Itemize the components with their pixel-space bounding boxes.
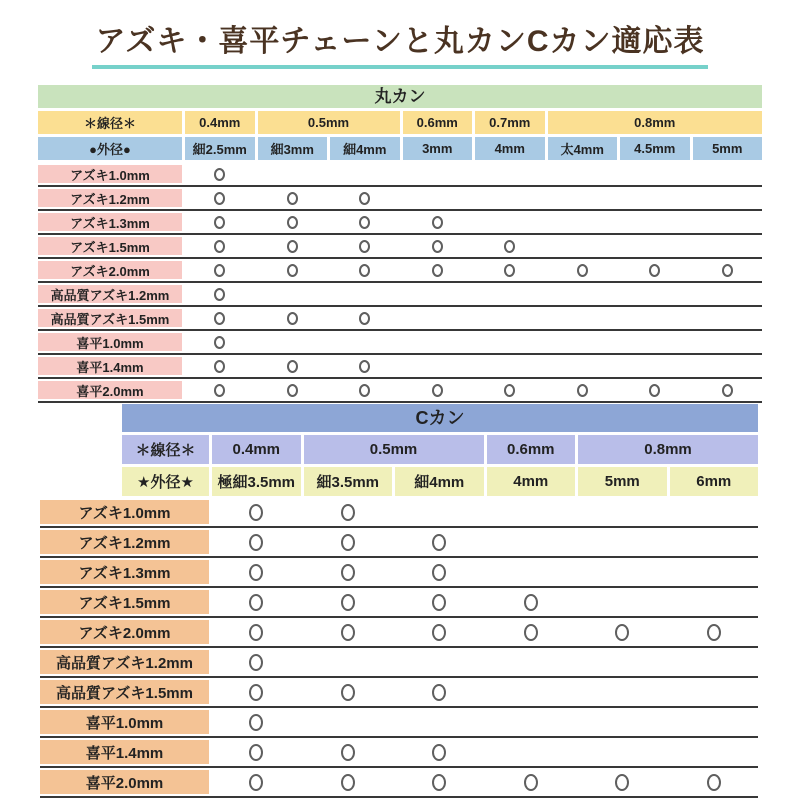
mark-cell xyxy=(620,163,690,185)
mark-cell xyxy=(395,618,484,646)
mark-cell xyxy=(304,768,393,796)
wire-diameter-col-header: 0.6mm xyxy=(403,111,473,134)
row-label: アズキ1.5mm xyxy=(40,588,209,616)
mark-cell xyxy=(620,307,690,329)
outer-diameter-label: ★外径★ xyxy=(122,467,209,496)
mark-cell xyxy=(185,307,255,329)
mark-cell xyxy=(693,283,763,305)
compatible-circle-mark xyxy=(214,312,225,325)
mark-cell xyxy=(395,768,484,796)
mark-cell xyxy=(548,211,618,233)
mark-cell xyxy=(258,379,328,401)
mark-cell xyxy=(212,618,301,646)
wire-diameter-col-header: 0.8mm xyxy=(578,435,758,464)
mark-cell xyxy=(670,678,759,706)
table-row xyxy=(40,498,758,528)
mark-cell xyxy=(475,235,545,257)
table-row xyxy=(40,648,758,678)
outer-diameter-col-header: 細3.5mm xyxy=(304,467,393,496)
mark-cell xyxy=(693,355,763,377)
mark-cell xyxy=(395,558,484,586)
mark-cell xyxy=(304,588,393,616)
mark-cell xyxy=(578,588,667,616)
row-label: 喜平1.4mm xyxy=(38,355,182,377)
compatible-circle-mark xyxy=(359,312,370,325)
page-title: アズキ・喜平チェーンと丸カンCカン適応表 xyxy=(92,16,709,69)
compatible-circle-mark xyxy=(214,288,225,301)
compatible-circle-mark xyxy=(432,594,446,611)
wire-diameter-col-header: 0.7mm xyxy=(475,111,545,134)
row-label: アズキ1.3mm xyxy=(38,211,182,233)
mark-cell xyxy=(578,738,667,766)
outer-diameter-col-header: 5mm xyxy=(693,137,763,160)
compatible-circle-mark xyxy=(249,504,263,521)
mark-cell xyxy=(258,259,328,281)
compatible-circle-mark xyxy=(214,336,225,349)
compatible-circle-mark xyxy=(649,384,660,397)
table-row xyxy=(40,708,758,738)
row-label: アズキ2.0mm xyxy=(40,618,209,646)
outer-diameter-label: ●外径● xyxy=(38,137,182,160)
mark-cell xyxy=(212,768,301,796)
mark-cell xyxy=(475,259,545,281)
outer-diameter-col-header: 4.5mm xyxy=(620,137,690,160)
table-row xyxy=(38,163,762,187)
row-label: 高品質アズキ1.5mm xyxy=(38,307,182,329)
mark-cell xyxy=(475,355,545,377)
table-row xyxy=(38,355,762,379)
mark-cell xyxy=(185,163,255,185)
mark-cell xyxy=(548,259,618,281)
mark-cell xyxy=(185,283,255,305)
mark-cell xyxy=(330,283,400,305)
mark-cell xyxy=(487,498,576,526)
mark-cell xyxy=(475,331,545,353)
row-label: 喜平1.4mm xyxy=(40,738,209,766)
row-label: 喜平1.0mm xyxy=(40,708,209,736)
outer-diameter-col-header: 細3mm xyxy=(258,137,328,160)
compatible-circle-mark xyxy=(359,360,370,373)
compatible-circle-mark xyxy=(287,360,298,373)
mark-cell xyxy=(330,259,400,281)
mark-cell xyxy=(212,708,301,736)
wire-diameter-row xyxy=(122,435,758,464)
compatible-circle-mark xyxy=(214,360,225,373)
mark-cell xyxy=(212,588,301,616)
mark-cell xyxy=(670,708,759,736)
compatible-circle-mark xyxy=(432,774,446,791)
table-row xyxy=(40,768,758,798)
compatible-circle-mark xyxy=(249,534,263,551)
mark-cell xyxy=(258,331,328,353)
mark-cell xyxy=(212,738,301,766)
row-label: アズキ1.0mm xyxy=(40,498,209,526)
outer-diameter-row xyxy=(38,137,762,160)
mark-cell xyxy=(620,379,690,401)
wire-diameter-col-header: 0.5mm xyxy=(258,111,400,134)
compatible-circle-mark xyxy=(341,684,355,701)
mark-cell xyxy=(395,738,484,766)
mark-cell xyxy=(670,738,759,766)
table-row xyxy=(40,738,758,768)
mark-cell xyxy=(548,283,618,305)
table-row xyxy=(40,558,758,588)
table-row xyxy=(38,187,762,211)
mark-cell xyxy=(487,708,576,736)
compatible-circle-mark xyxy=(249,744,263,761)
compatible-circle-mark xyxy=(287,312,298,325)
compatible-circle-mark xyxy=(504,240,515,253)
compatible-circle-mark xyxy=(504,264,515,277)
mark-cell xyxy=(670,648,759,676)
mark-cell xyxy=(258,235,328,257)
outer-diameter-col-header: 4mm xyxy=(487,467,576,496)
mark-cell xyxy=(475,307,545,329)
compatible-circle-mark xyxy=(722,384,733,397)
compatible-circle-mark xyxy=(249,714,263,731)
outer-diameter-col-header: 太4mm xyxy=(548,137,618,160)
mark-cell xyxy=(693,259,763,281)
compatible-circle-mark xyxy=(649,264,660,277)
mark-cell xyxy=(693,307,763,329)
mark-cell xyxy=(212,678,301,706)
mark-cell xyxy=(670,558,759,586)
wire-diameter-col-header: 0.4mm xyxy=(212,435,301,464)
row-label: 喜平1.0mm xyxy=(38,331,182,353)
mark-cell xyxy=(304,708,393,736)
mark-cell xyxy=(548,187,618,209)
wire-diameter-col-header: 0.5mm xyxy=(304,435,484,464)
mark-cell xyxy=(487,558,576,586)
compatible-circle-mark xyxy=(287,240,298,253)
wire-diameter-label: ＊線径＊ xyxy=(38,111,182,134)
outer-diameter-col-header: 細4mm xyxy=(330,137,400,160)
mark-cell xyxy=(258,163,328,185)
compatible-circle-mark xyxy=(504,384,515,397)
compatible-circle-mark xyxy=(249,624,263,641)
compatible-circle-mark xyxy=(615,774,629,791)
mark-cell xyxy=(258,211,328,233)
compatible-circle-mark xyxy=(214,192,225,205)
compatible-circle-mark xyxy=(287,216,298,229)
mark-cell xyxy=(185,259,255,281)
compatible-circle-mark xyxy=(432,744,446,761)
mark-cell xyxy=(403,307,473,329)
compatible-circle-mark xyxy=(722,264,733,277)
mark-cell xyxy=(670,588,759,616)
compatible-circle-mark xyxy=(341,504,355,521)
compatible-circle-mark xyxy=(249,564,263,581)
outer-diameter-row xyxy=(122,467,758,496)
compatible-circle-mark xyxy=(214,240,225,253)
mark-cell xyxy=(403,283,473,305)
outer-diameter-col-header: 4mm xyxy=(475,137,545,160)
mark-cell xyxy=(487,528,576,556)
mark-cell xyxy=(548,355,618,377)
row-label: アズキ1.0mm xyxy=(38,163,182,185)
compatible-circle-mark xyxy=(341,594,355,611)
mark-cell xyxy=(578,708,667,736)
mark-cell xyxy=(487,588,576,616)
mark-cell xyxy=(330,187,400,209)
mark-cell xyxy=(304,618,393,646)
mark-cell xyxy=(475,379,545,401)
mark-cell xyxy=(620,259,690,281)
compatible-circle-mark xyxy=(341,774,355,791)
mark-cell xyxy=(548,379,618,401)
table-row xyxy=(38,235,762,259)
mark-cell xyxy=(620,235,690,257)
table-row xyxy=(40,678,758,708)
compatible-circle-mark xyxy=(577,264,588,277)
row-label: 喜平2.0mm xyxy=(40,768,209,796)
table-row xyxy=(38,259,762,283)
mark-cell xyxy=(548,235,618,257)
compatible-circle-mark xyxy=(707,624,721,641)
row-label: アズキ1.2mm xyxy=(40,528,209,556)
outer-diameter-col-header: 6mm xyxy=(670,467,759,496)
mark-cell xyxy=(330,211,400,233)
compatible-circle-mark xyxy=(214,168,225,181)
mark-cell xyxy=(403,235,473,257)
compatible-circle-mark xyxy=(359,264,370,277)
compatible-circle-mark xyxy=(432,564,446,581)
row-label: 高品質アズキ1.5mm xyxy=(40,678,209,706)
wire-diameter-label: ＊線径＊ xyxy=(122,435,209,464)
mark-cell xyxy=(258,187,328,209)
mark-cell xyxy=(185,331,255,353)
compatible-circle-mark xyxy=(249,774,263,791)
compatible-circle-mark xyxy=(524,774,538,791)
page-header xyxy=(0,16,800,69)
mark-cell xyxy=(330,355,400,377)
row-label: アズキ1.2mm xyxy=(38,187,182,209)
mark-cell xyxy=(304,678,393,706)
mark-cell xyxy=(185,355,255,377)
wire-diameter-col-header: 0.8mm xyxy=(548,111,763,134)
row-label: 高品質アズキ1.2mm xyxy=(40,648,209,676)
table-title: 丸カン xyxy=(38,85,762,108)
row-label: アズキ1.5mm xyxy=(38,235,182,257)
mark-cell xyxy=(403,379,473,401)
row-label: アズキ1.3mm xyxy=(40,558,209,586)
mark-cell xyxy=(403,187,473,209)
compatible-circle-mark xyxy=(214,384,225,397)
mark-cell xyxy=(304,648,393,676)
mark-cell xyxy=(304,528,393,556)
ckan-table-header xyxy=(122,404,758,499)
compatible-circle-mark xyxy=(577,384,588,397)
mark-cell xyxy=(578,528,667,556)
mark-cell xyxy=(258,307,328,329)
mark-cell xyxy=(185,235,255,257)
mark-cell xyxy=(395,588,484,616)
mark-cell xyxy=(487,738,576,766)
marukan-table xyxy=(38,85,762,403)
mark-cell xyxy=(620,187,690,209)
mark-cell xyxy=(212,498,301,526)
wire-diameter-col-header: 0.6mm xyxy=(487,435,576,464)
mark-cell xyxy=(258,355,328,377)
mark-cell xyxy=(330,235,400,257)
compatible-circle-mark xyxy=(432,624,446,641)
compatible-circle-mark xyxy=(341,624,355,641)
mark-cell xyxy=(258,283,328,305)
compatible-circle-mark xyxy=(287,384,298,397)
compatible-circle-mark xyxy=(249,654,263,671)
mark-cell xyxy=(578,558,667,586)
mark-cell xyxy=(578,618,667,646)
table-title: Cカン xyxy=(122,404,758,432)
compatible-circle-mark xyxy=(341,564,355,581)
mark-cell xyxy=(578,498,667,526)
compatible-circle-mark xyxy=(214,264,225,277)
row-label: 高品質アズキ1.2mm xyxy=(38,283,182,305)
mark-cell xyxy=(670,768,759,796)
ckan-table-body xyxy=(40,498,758,798)
compatible-circle-mark xyxy=(432,534,446,551)
mark-cell xyxy=(185,187,255,209)
mark-cell xyxy=(304,498,393,526)
mark-cell xyxy=(403,331,473,353)
compatible-circle-mark xyxy=(432,216,443,229)
compatible-circle-mark xyxy=(524,594,538,611)
mark-cell xyxy=(395,708,484,736)
compatible-circle-mark xyxy=(524,624,538,641)
outer-diameter-col-header: 細4mm xyxy=(395,467,484,496)
mark-cell xyxy=(475,163,545,185)
table-row xyxy=(38,283,762,307)
table-row xyxy=(38,307,762,331)
mark-cell xyxy=(693,163,763,185)
compatible-circle-mark xyxy=(341,744,355,761)
mark-cell xyxy=(620,283,690,305)
mark-cell xyxy=(475,283,545,305)
table-row xyxy=(40,588,758,618)
mark-cell xyxy=(403,163,473,185)
mark-cell xyxy=(578,648,667,676)
row-label: 喜平2.0mm xyxy=(38,379,182,401)
mark-cell xyxy=(212,558,301,586)
compatible-circle-mark xyxy=(287,192,298,205)
compatible-circle-mark xyxy=(359,240,370,253)
table-row xyxy=(38,211,762,235)
mark-cell xyxy=(330,307,400,329)
mark-cell xyxy=(395,498,484,526)
mark-cell xyxy=(670,498,759,526)
mark-cell xyxy=(403,211,473,233)
row-label: アズキ2.0mm xyxy=(38,259,182,281)
compatible-circle-mark xyxy=(707,774,721,791)
mark-cell xyxy=(620,355,690,377)
mark-cell xyxy=(330,379,400,401)
mark-cell xyxy=(330,331,400,353)
mark-cell xyxy=(487,618,576,646)
mark-cell xyxy=(185,379,255,401)
mark-cell xyxy=(693,331,763,353)
mark-cell xyxy=(475,211,545,233)
mark-cell xyxy=(693,235,763,257)
compatible-circle-mark xyxy=(432,264,443,277)
compatible-circle-mark xyxy=(432,384,443,397)
compatible-circle-mark xyxy=(359,384,370,397)
outer-diameter-col-header: 細2.5mm xyxy=(185,137,255,160)
mark-cell xyxy=(548,163,618,185)
compatible-circle-mark xyxy=(249,594,263,611)
table-row xyxy=(38,331,762,355)
compatible-circle-mark xyxy=(359,216,370,229)
mark-cell xyxy=(548,307,618,329)
mark-cell xyxy=(620,211,690,233)
compatible-circle-mark xyxy=(214,216,225,229)
mark-cell xyxy=(212,648,301,676)
mark-cell xyxy=(185,211,255,233)
mark-cell xyxy=(212,528,301,556)
compatible-circle-mark xyxy=(359,192,370,205)
wire-diameter-row xyxy=(38,111,762,134)
mark-cell xyxy=(693,211,763,233)
mark-cell xyxy=(304,558,393,586)
mark-cell xyxy=(693,379,763,401)
mark-cell xyxy=(304,738,393,766)
compatible-circle-mark xyxy=(432,684,446,701)
compatible-circle-mark xyxy=(287,264,298,277)
compatible-circle-mark xyxy=(615,624,629,641)
mark-cell xyxy=(487,768,576,796)
mark-cell xyxy=(487,678,576,706)
mark-cell xyxy=(693,187,763,209)
compatible-circle-mark xyxy=(341,534,355,551)
wire-diameter-col-header: 0.4mm xyxy=(185,111,255,134)
mark-cell xyxy=(670,528,759,556)
mark-cell xyxy=(403,355,473,377)
mark-cell xyxy=(548,331,618,353)
mark-cell xyxy=(330,163,400,185)
mark-cell xyxy=(578,678,667,706)
outer-diameter-col-header: 極細3.5mm xyxy=(212,467,301,496)
mark-cell xyxy=(395,528,484,556)
mark-cell xyxy=(620,331,690,353)
mark-cell xyxy=(395,648,484,676)
compatible-circle-mark xyxy=(249,684,263,701)
outer-diameter-col-header: 3mm xyxy=(403,137,473,160)
table-row xyxy=(40,528,758,558)
mark-cell xyxy=(670,618,759,646)
compatible-circle-mark xyxy=(432,240,443,253)
outer-diameter-col-header: 5mm xyxy=(578,467,667,496)
mark-cell xyxy=(395,678,484,706)
table-row xyxy=(38,379,762,403)
mark-cell xyxy=(475,187,545,209)
mark-cell xyxy=(487,648,576,676)
table-row xyxy=(40,618,758,648)
mark-cell xyxy=(578,768,667,796)
mark-cell xyxy=(403,259,473,281)
